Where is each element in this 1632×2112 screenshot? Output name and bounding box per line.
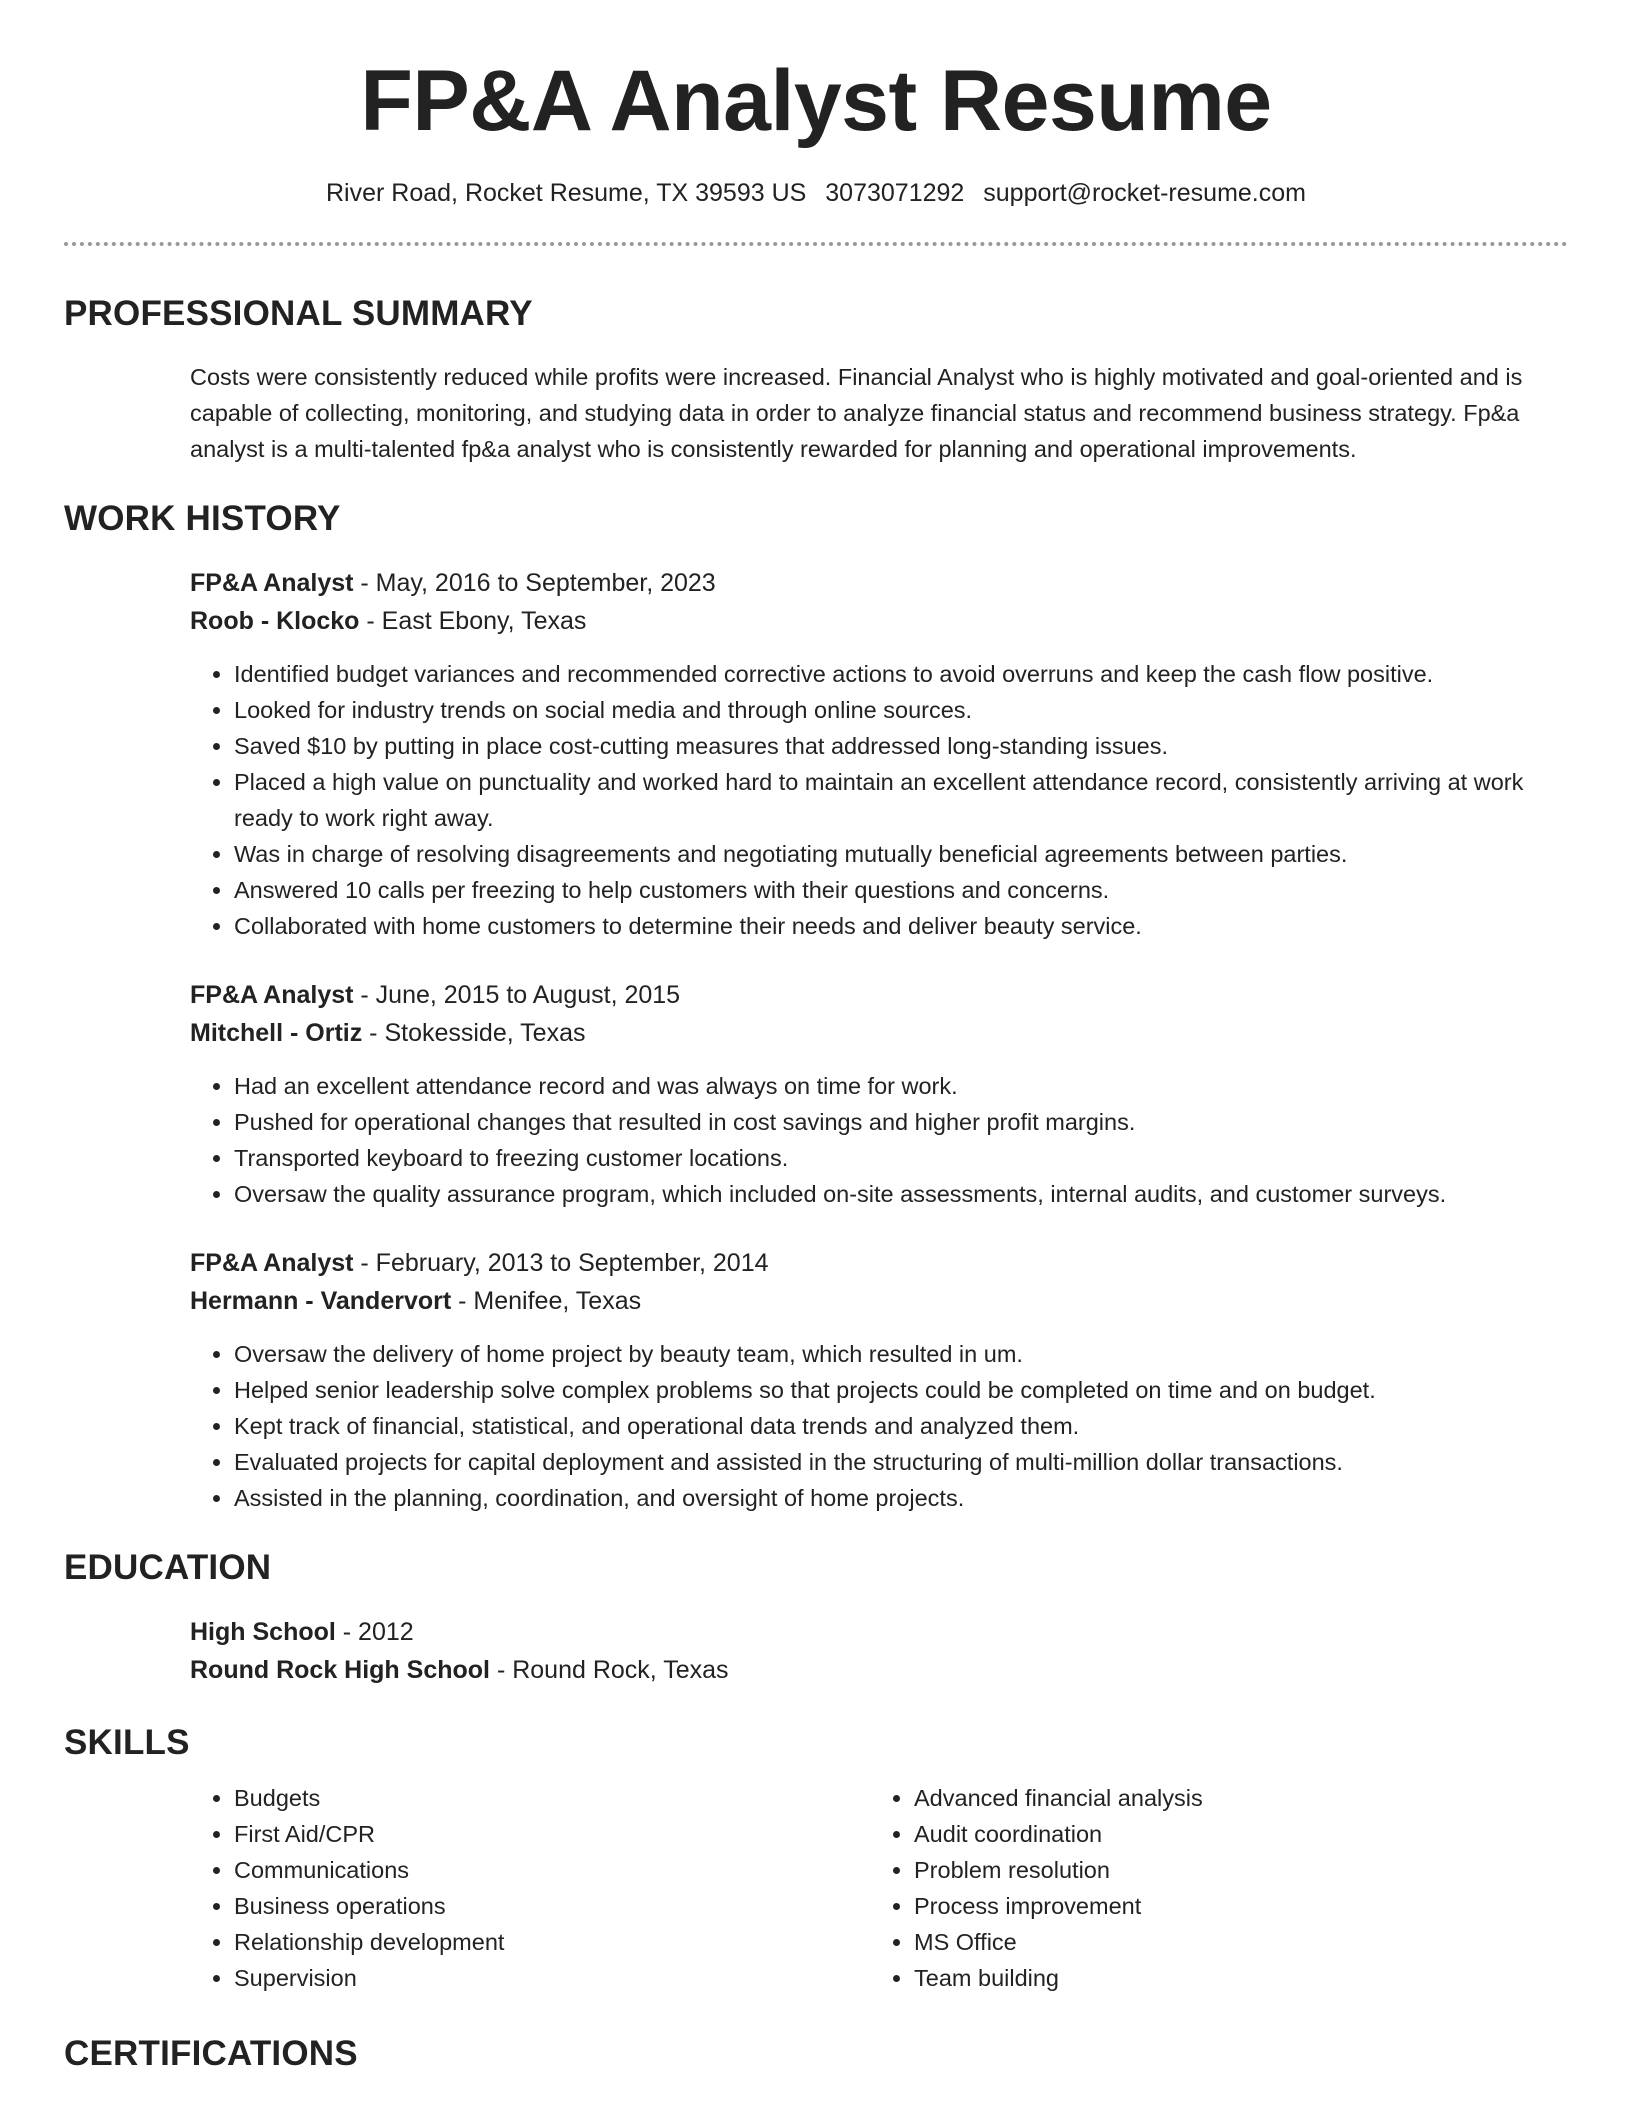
list-item: • Placed a high value on punctuality and worked hard to maintain an excellent attendance record, consistently arriving at work ready to work right away. <box>234 764 1568 836</box>
list-item: • Had an excellent attendance record and was always on time for work. <box>234 1068 1568 1104</box>
job-company-line <box>190 1282 1568 1320</box>
skill-item: • Problem resolution <box>914 1852 1550 1888</box>
job-entry <box>190 1244 1568 1516</box>
list-item: • Kept track of financial, statistical, and operational data trends and analyzed them. <box>234 1408 1568 1444</box>
job-role-line <box>190 976 1568 1014</box>
job-role: FP&A Analyst <box>190 569 354 597</box>
job-entry <box>190 564 1568 944</box>
section-title-skills: SKILLS <box>64 1723 190 1762</box>
summary-section <box>0 296 1632 467</box>
education-year: - 2012 <box>335 1618 414 1646</box>
skill-item: • Communications <box>234 1852 870 1888</box>
education-location: - Round Rock, Texas <box>490 1656 729 1684</box>
certifications-section <box>0 2036 1632 2071</box>
education-school: Round Rock High School <box>190 1656 490 1684</box>
job-company-line <box>190 602 1568 640</box>
section-title-certifications: CERTIFICATIONS <box>64 2034 358 2073</box>
education-entry <box>190 1613 1568 1689</box>
education-degree-line <box>190 1613 1568 1651</box>
job-role: FP&A Analyst <box>190 1249 354 1277</box>
job-location: - Stokesside, Texas <box>362 1019 586 1047</box>
list-item: • Saved $10 by putting in place cost-cutting measures that addressed long-standing issues. <box>234 728 1568 764</box>
list-item: • Was in charge of resolving disagreements and negotiating mutually beneficial agreements between parties. <box>234 836 1568 872</box>
list-item: • Transported keyboard to freezing customer locations. <box>234 1140 1568 1176</box>
job-location: - East Ebony, Texas <box>359 607 587 635</box>
skill-item: • Audit coordination <box>914 1816 1550 1852</box>
job-company-line <box>190 1014 1568 1052</box>
education-section <box>0 1550 1632 1689</box>
skill-item: • Team building <box>914 1960 1550 1996</box>
resume-header <box>0 0 1632 208</box>
list-item: • Pushed for operational changes that resulted in cost savings and higher profit margins. <box>234 1104 1568 1140</box>
skill-item: • Relationship development <box>234 1924 870 1960</box>
skills-list-left <box>190 1780 870 1996</box>
job-role-line <box>190 1244 1568 1282</box>
skill-item: • MS Office <box>914 1924 1550 1960</box>
work-history-section <box>0 501 1632 1516</box>
job-dates: - May, 2016 to September, 2023 <box>353 569 716 597</box>
job-dates: - February, 2013 to September, 2014 <box>353 1249 769 1277</box>
contact-line <box>0 178 1632 208</box>
job-bullets <box>190 1336 1568 1516</box>
list-item: • Collaborated with home customers to determine their needs and deliver beauty service. <box>234 908 1568 944</box>
job-entry <box>190 976 1568 1212</box>
skills-columns <box>190 1780 1568 1996</box>
job-location: - Menifee, Texas <box>451 1287 642 1315</box>
job-company: Mitchell - Ortiz <box>190 1019 363 1047</box>
skills-list-right <box>870 1780 1550 1996</box>
list-item: • Assisted in the planning, coordination, and oversight of home projects. <box>234 1480 1568 1516</box>
skill-item: • Process improvement <box>914 1888 1550 1924</box>
education-school-line <box>190 1651 1568 1689</box>
job-company: Roob - Klocko <box>190 607 360 635</box>
skill-item: • Budgets <box>234 1780 870 1816</box>
list-item: • Oversaw the delivery of home project by beauty team, which resulted in um. <box>234 1336 1568 1372</box>
skill-item: • Business operations <box>234 1888 870 1924</box>
list-item: • Evaluated projects for capital deployment and assisted in the structuring of multi-million dollar transactions. <box>234 1444 1568 1480</box>
section-title-summary: PROFESSIONAL SUMMARY <box>64 294 533 333</box>
contact-address: River Road, Rocket Resume, TX 39593 US <box>326 179 807 207</box>
job-dates: - June, 2015 to August, 2015 <box>353 981 681 1009</box>
education-degree: High School <box>190 1618 336 1646</box>
header-divider <box>64 242 1568 246</box>
list-item: • Answered 10 calls per freezing to help customers with their questions and concerns. <box>234 872 1568 908</box>
skills-section <box>0 1725 1632 1996</box>
list-item: • Helped senior leadership solve complex problems so that projects could be completed on time and on budget. <box>234 1372 1568 1408</box>
job-role: FP&A Analyst <box>190 981 354 1009</box>
skill-item: • Supervision <box>234 1960 870 1996</box>
list-item: • Looked for industry trends on social media and through online sources. <box>234 692 1568 728</box>
contact-phone: 3073071292 <box>825 179 965 207</box>
job-role-line <box>190 564 1568 602</box>
skills-column-right <box>870 1780 1550 1996</box>
job-bullets <box>190 1068 1568 1212</box>
summary-text: Costs were consistently reduced while profits were increased. Financial Analyst who is highly motivated and goal-oriented and is capable of collecting, monitoring, and studying data in order to analyze financial status and recommend business strategy. Fp&a analyst is a multi-talented fp&a analyst who is consistently rewarded for planning and operational improvements. <box>190 364 1523 462</box>
resume-title: FP&A Analyst Resume <box>360 53 1272 149</box>
list-item: • Identified budget variances and recommended corrective actions to avoid overruns and keep the cash flow positive. <box>234 656 1568 692</box>
job-bullets <box>190 656 1568 944</box>
contact-email: support@rocket-resume.com <box>983 179 1306 207</box>
skill-item: • Advanced financial analysis <box>914 1780 1550 1816</box>
skills-column-left <box>190 1780 870 1996</box>
section-title-education: EDUCATION <box>64 1548 272 1587</box>
section-title-work-history: WORK HISTORY <box>64 499 341 538</box>
list-item: • Oversaw the quality assurance program, which included on-site assessments, internal audits, and customer surveys. <box>234 1176 1568 1212</box>
skill-item: • First Aid/CPR <box>234 1816 870 1852</box>
job-company: Hermann - Vandervort <box>190 1287 452 1315</box>
